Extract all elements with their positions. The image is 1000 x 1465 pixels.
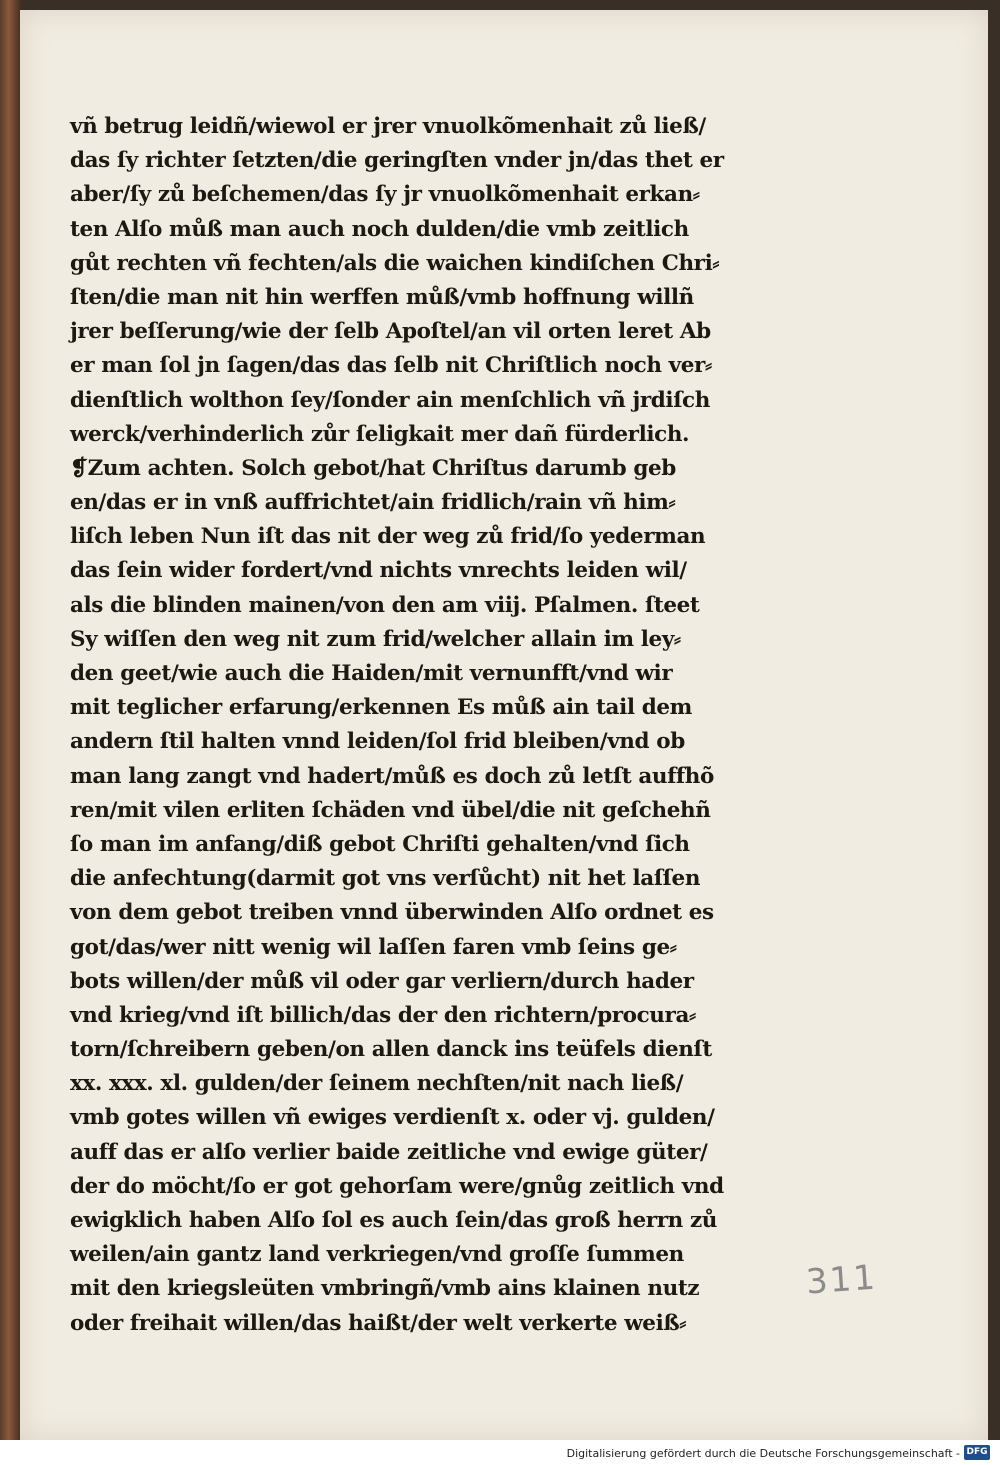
text-line: auff das er alſo verlier baide zeitliche vnd ewige güter/ [70, 1139, 708, 1165]
text-line: man lang zangt vnd hadert/můß es doch zů letſt auffhõ [70, 763, 714, 789]
book-page [20, 10, 988, 1440]
text-line: andern ſtil halten vnnd leiden/ſol frid bleiben/vnd ob [70, 729, 685, 755]
text-line: en/das er in vnß auffrichtet/ain fridlich/rain vñ him⸗ [70, 490, 676, 516]
text-line: got/das/wer nitt wenig wil laſſen faren vmb ſeins ge⸗ [70, 934, 677, 960]
text-line: weilen/ain gantz land verkriegen/vnd groſſe ſummen [70, 1242, 684, 1268]
text-block [70, 110, 770, 1341]
text-line: vnd krieg/vnd iſt billich/das der den richtern/procura⸗ [70, 1002, 696, 1028]
funding-credit: Digitalisierung gefördert durch die Deutsche Forschungsgemeinschaft - [566, 1447, 960, 1460]
text-line: jrer beſſerung/wie der ſelb Apoſtel/an vil orten leret Ab [70, 319, 711, 345]
text-line: den geet/wie auch die Haiden/mit vernunfft/vnd wir [70, 661, 673, 686]
text-line: von dem gebot treiben vnnd überwinden Alſo ordnet es [70, 900, 714, 926]
text-line: ten Alſo můß man auch noch dulden/die vmb zeitlich [70, 216, 689, 242]
text-line: aber/ſy zů beſchemen/das ſy jr vnuolkõmenhait erkan⸗ [70, 182, 700, 208]
book-spine-edge [0, 0, 22, 1440]
text-line: mit den kriegsleüten vmbringñ/vmb ains klainen nutz [70, 1276, 700, 1302]
footer-bar [0, 1440, 1000, 1465]
text-line: gůt rechten vñ fechten/als die waichen kindiſchen Chri⸗ [70, 250, 720, 276]
dfg-logo: DFG [964, 1445, 990, 1460]
text-line: vmb gotes willen vñ ewiges verdienſt x. oder vj. gulden/ [70, 1105, 715, 1131]
text-line: das ſein wider fordert/vnd nichts vnrechts leiden wil/ [70, 558, 687, 584]
text-line: werck/verhinderlich zůr ſeligkait mer dañ fürderlich. [70, 421, 690, 447]
text-line: Sy wiſſen den weg nit zum frid/welcher allain im ley⸗ [70, 626, 681, 652]
text-line: vñ betrug leidñ/wiewol er jrer vnuolkõmenhait zů ließ/ [70, 114, 706, 139]
text-line: als die blinden mainen/von den am viij. Pſalmen. ſteet [70, 592, 700, 618]
text-line: torn/ſchreibern geben/on allen danck ins teüfels dienſt [70, 1037, 712, 1063]
text-line: mit teglicher erfarung/erkennen Es můß ain tail dem [70, 695, 692, 721]
text-line: dienſtlich wolthon ſey/ſonder ain menſchlich vñ jrdiſch [70, 387, 710, 413]
text-line: ewigklich haben Alſo ſol es auch ſein/das groß herrn zů [70, 1208, 717, 1233]
text-line: die anfechtung(darmit got vns verſůcht) nit het laſſen [70, 866, 701, 892]
text-line: bots willen/der můß vil oder gar verliern/durch hader [70, 968, 694, 994]
text-line: ſten/die man nit hin werffen můß/vmb hoffnung willñ [70, 284, 694, 310]
text-line: das ſy richter ſetzten/die geringſten vnder jn/das thet er [70, 148, 724, 174]
text-line: ❡Zum achten. Solch gebot/hat Chriſtus darumb geb [70, 455, 676, 481]
text-line: xx. xxx. xl. gulden/der ſeinem nechſten/nit nach ließ/ [70, 1071, 684, 1097]
text-line: ſo man im anfang/diß gebot Chriſti gehalten/vnd ſich [70, 831, 690, 857]
text-line: er man ſol jn ſagen/das das ſelb nit Chriſtlich noch ver⸗ [70, 353, 712, 379]
text-line: ren/mit vilen erliten ſchäden vnd übel/die nit geſchehñ [70, 797, 711, 823]
handwritten-page-number: 311 [804, 1257, 879, 1303]
text-line: der do möcht/ſo er got gehorſam were/gnůg zeitlich vnd [70, 1173, 724, 1199]
text-line: oder freihait willen/das haißt/der welt verkerte weiß⸗ [70, 1310, 687, 1336]
text-line: liſch leben Nun iſt das nit der weg zů frid/ſo yederman [70, 524, 706, 550]
